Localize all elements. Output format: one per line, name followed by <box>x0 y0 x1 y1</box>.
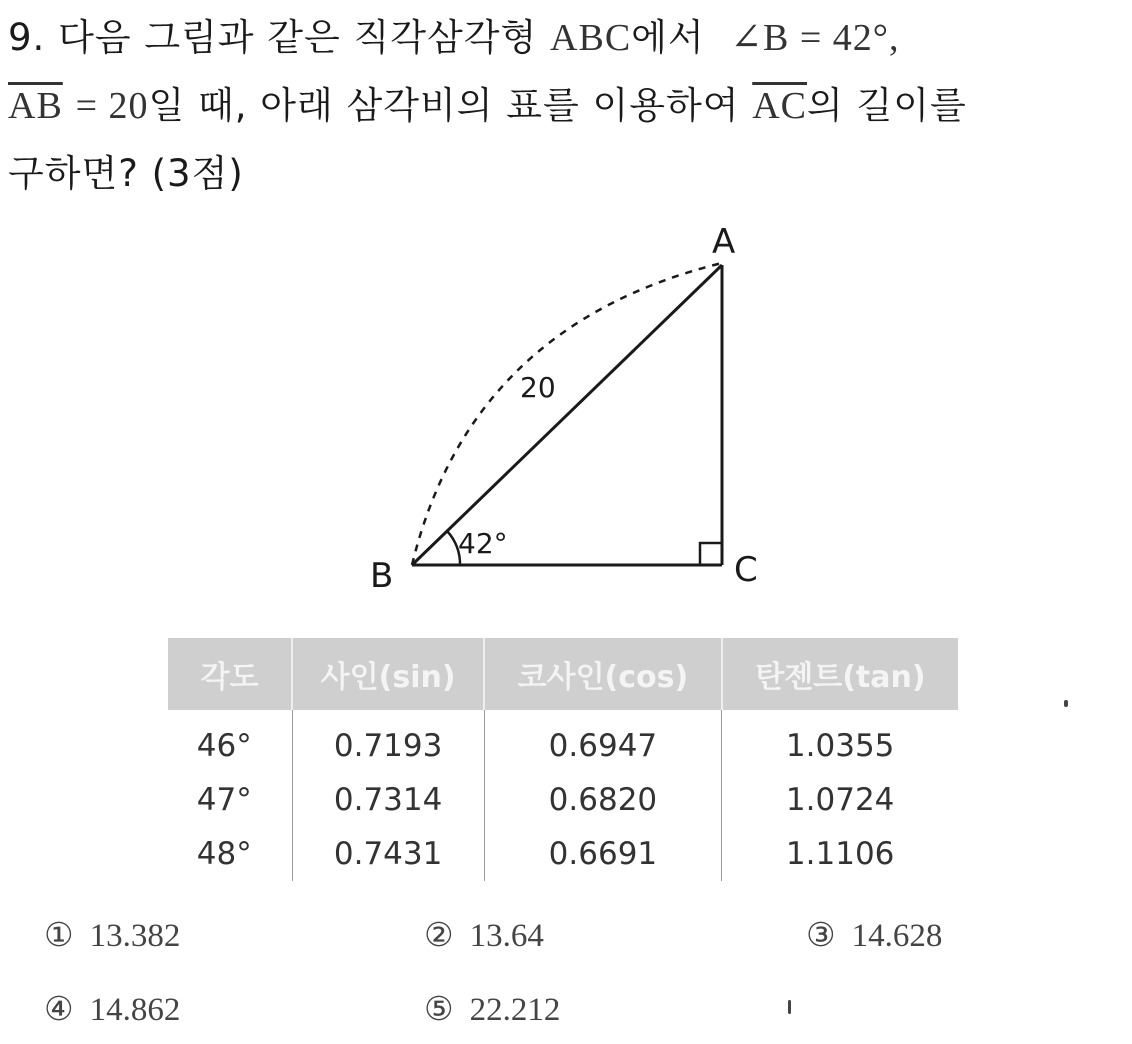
table-header-angle: 각도 <box>168 638 292 710</box>
triangle-name: ABC <box>550 17 632 59</box>
table-header-cos: 코사인(cos) <box>484 638 722 710</box>
question-text-part: 다음 그림과 같은 직각삼각형 <box>58 16 538 59</box>
question-text-part: 에서 <box>631 16 705 59</box>
question-line-1 <box>8 4 1118 72</box>
question-line-2 <box>8 72 1118 140</box>
segment-ac: $\overline{AC}$ <box>752 85 808 127</box>
choice-1[interactable] <box>44 915 180 955</box>
segment-ab: $\overline{AB}$ <box>8 85 63 127</box>
question-text <box>8 4 1118 208</box>
table-cell-angle: 46° <box>196 728 252 764</box>
table-cell-tan: 1.1106 <box>722 827 958 881</box>
choice-value: 14.628 <box>851 918 943 954</box>
choice-number: ④ <box>44 992 74 1028</box>
triangle-figure <box>360 215 800 615</box>
table-cell-angle: 47° <box>196 782 252 818</box>
vertex-b-label: B <box>370 556 394 596</box>
side-ab <box>412 265 722 565</box>
choice-4[interactable] <box>44 989 180 1029</box>
table-cell-sin: 0.7431 <box>292 827 484 881</box>
table-cell-sin: 0.7314 <box>292 773 484 827</box>
scan-speck <box>788 1000 791 1014</box>
vertex-c-label: C <box>734 550 758 590</box>
table-header-tan: 탄젠트(tan) <box>722 638 958 710</box>
table-cell-cos: 0.6820 <box>484 773 722 827</box>
angle-condition: ∠B = 42°, <box>730 17 900 59</box>
scan-speck <box>1064 700 1068 707</box>
table-header-row <box>168 638 958 710</box>
choice-value: 14.862 <box>89 992 181 1028</box>
question-text-part: 일 때, 아래 삼각비의 표를 이용하여 <box>148 84 740 127</box>
choice-value: 22.212 <box>469 992 561 1028</box>
question-text-part: 구하면? (3점) <box>8 152 244 195</box>
table-header-sin: 사인(sin) <box>292 638 484 710</box>
table-cell-tan: 1.0355 <box>722 710 958 773</box>
table-cell-cos: 0.6947 <box>484 710 722 773</box>
table-row <box>168 773 958 827</box>
choice-value: 13.64 <box>469 918 544 954</box>
choice-5[interactable] <box>424 989 560 1029</box>
segment-ab-value: = 20 <box>75 85 149 127</box>
choice-number: ③ <box>806 918 836 954</box>
table-cell-sin: 0.7193 <box>292 710 484 773</box>
question-line-3 <box>8 140 1118 208</box>
table-row <box>168 827 958 881</box>
angle-b-label: 42° <box>458 527 508 560</box>
right-angle-mark <box>700 543 722 565</box>
trig-ratio-table <box>168 638 958 881</box>
choice-number: ② <box>424 918 454 954</box>
choice-2[interactable] <box>424 915 544 955</box>
table-cell-tan: 1.0724 <box>722 773 958 827</box>
choice-3[interactable] <box>806 915 942 955</box>
question-text-part: 의 길이를 <box>807 84 967 127</box>
choice-number: ① <box>44 918 74 954</box>
vertex-a-label: A <box>712 222 736 262</box>
table-row <box>168 710 958 773</box>
question-number: 9. <box>8 16 46 59</box>
triangle-diagram <box>360 215 800 615</box>
hypotenuse-length-label: 20 <box>520 371 556 404</box>
table-cell-angle: 48° <box>196 836 252 872</box>
table-cell-cos: 0.6691 <box>484 827 722 881</box>
choice-value: 13.382 <box>89 918 181 954</box>
choice-number: ⑤ <box>424 992 454 1028</box>
